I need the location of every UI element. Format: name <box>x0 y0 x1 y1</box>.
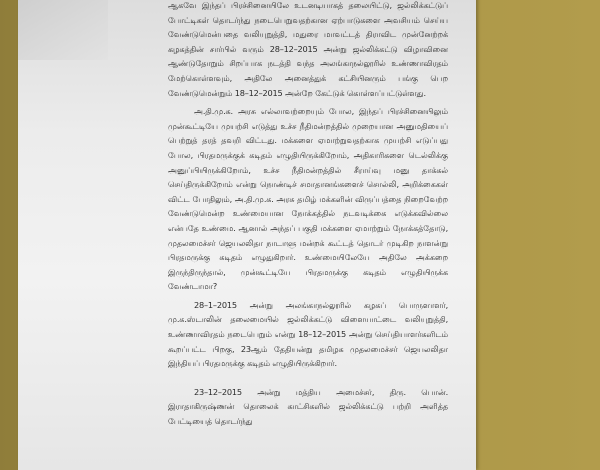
paragraph-3: 28–1–2015 அன்று அலங்காநல்லூரில் கழகப் பொருளாளர், மு.க.ஸ்டாலின் தலைமையில் ஜல்லிக்கட்டு விளையாட்டை வலியுறுத்தி, உண்ணாவிரதம் நடைபெறும் என்று 18–12–2015 அன்று செய்தியாளர்களிடம் கூறப்பட்ட பிறகு, 23ஆம் தேதியன்று தமிழக முதலமைச்சர் ஜெயலலிதா இந்தியப் பிரதமருக்கு கடிதம் எழுதியிருக்கிறார். <box>168 299 448 369</box>
paragraph-1: ஆகவே இந்தப் பிரச்சினையிலே உடனடியாகத் தலையிட்டு, ஜல்லிக்கட்டுப் போட்டிகள் தொடர்ந்து நடைபெறுவதற்கான ஏற்பாடுகளை அவசியம் செய்ய வேண்டுமென்பதை வலியுறுத்தி, மதுரை மாவட்டத் திராவிட முன்னேற்றக் கழகத்தின் சார்பில் வரும் 28–12–2015 அன்று ஜல்லிக்கட்டு விழாவினை ஆண்டுதோறும் சிறப்பாக நடத்தி வந்த அலங்காநல்லூரில் உண்ணாவிரதம் மேற்கொள்ளவும், அதிலே அனைத்துக் கட்சியினரும் பங்கு பெற வேண்டுமென்றும் 18–12–2015 அன்றே கேட்டுக் கொள்ளப்பட்டுள்ளது. <box>168 0 448 98</box>
paragraph-4: 23–12–2015 அன்று மத்திய அமைச்சர், திரு. பொன். இராதாகிருஷ்ணன் தொலைக் காட்சிகளில் ஜல்லிக்கட்டு பற்றி அளித்த பேட்டியைத் தொடர்ந்து <box>168 386 448 427</box>
document-page <box>18 0 476 470</box>
paragraph-2: அ.தி.மு.க. அரசு எல்லாவற்றையும் போல, இந்தப் பிரச்சினையிலும் முன்கூட்டியே முயற்சி எடுத்து உச்ச நீதிமன்றத்தில் முறையான அனுமதியைப் பெற்றுத் தரத் தவறி விட்டது. மக்களை ஏமாற்றுவதற்காக முயற்சி எடுப்பது போல, பிரதமருக்குக் கடிதம் எழுதியிருக்கிறோம், அதிகாரிகளை டெல்லிக்கு அனுப்பியிருக்கிறோம், உச்ச நீதிமன்றத்தில் சீராய்வு மனு தாக்கல் செய்திருக்கிறோம் என்று நொண்டிச் சமாதானங்களைச் சொல்லி, அறிக்கைகள் விட்ட போதிலும், அ.தி.மு.க. அரசு தமிழ் மக்களின் விருப்பத்தை நிறைவேற்ற வேண்டுமென்ற உண்மையான நோக்கத்தில் நடவடிக்கை எடுக்கவில்லை என்பதே உண்மை. ஆனால் அந்தப் பகுதி மக்களை ஏமாற்றும் நோக்கத்தோடு, முதலமைச்சர் ஜெயலலிதா நாடாளு மன்றக் கூட்டத் தொடர் முடிகிற நாளன்று பிரதமருக்கு கடிதம் எழுதுகிறார். உண்மையிலேயே அதிலே அக்கறை இருந்திருந்தால், முன்கூட்டியே பிரதமருக்கு கடிதம் எழுதியிருக்க வேண்டாமா? <box>168 106 448 292</box>
document-body <box>168 0 448 433</box>
